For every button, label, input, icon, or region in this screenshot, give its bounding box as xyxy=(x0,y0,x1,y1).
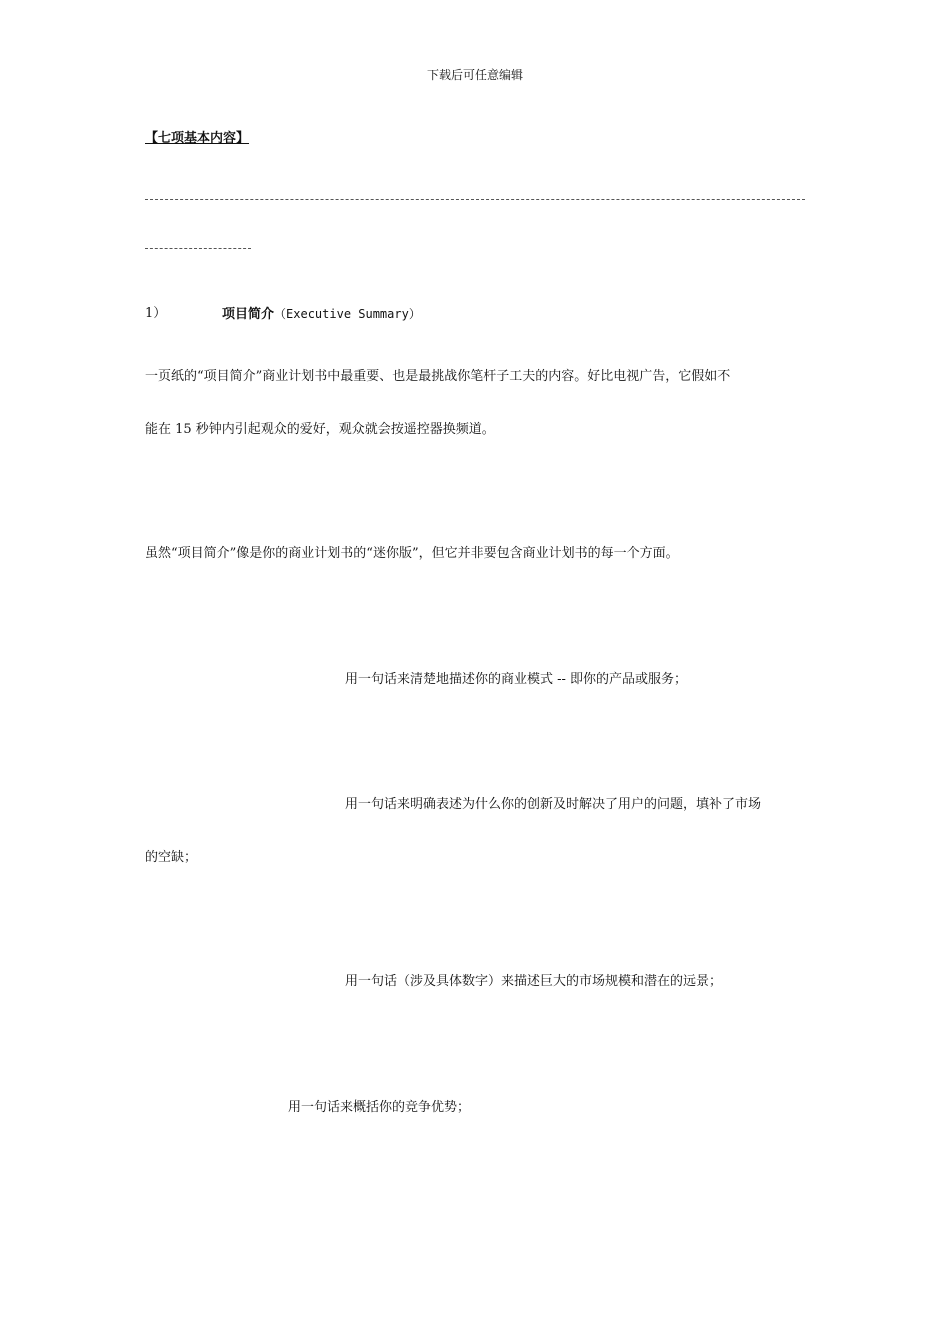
section-title xyxy=(222,305,421,324)
paragraph-intro-line-1: 一页纸的“项目简介”商业计划书中最重要、也是最挑战你笔杆子工夫的内容。好比电视广告，它假如不 xyxy=(145,369,731,384)
list-item-innovation-line-1: 用一句话来明确表述为什么你的创新及时解决了用户的问题，填补了市场 xyxy=(345,797,762,812)
section-number: 1） xyxy=(145,306,167,321)
page-header: 下载后可任意编辑 xyxy=(426,68,523,82)
list-item-business-model: 用一句话来清楚地描述你的商业模式 -- 即你的产品或服务； xyxy=(345,672,688,687)
section-title-cn: 项目简介 xyxy=(222,307,275,322)
list-item-market-size: 用一句话（涉及具体数字）来描述巨大的市场规模和潜在的远景； xyxy=(345,974,723,989)
section-title-en: （Executive Summary） xyxy=(274,307,421,321)
dashed-rule-continued xyxy=(145,248,251,249)
paragraph-mini-version: 虽然“项目简介”像是你的商业计划书的“迷你版”，但它并非要包含商业计划书的每一个方面。 xyxy=(145,546,679,561)
paragraph-intro-line-2: 能在 15 秒钟内引起观众的爱好，观众就会按遥控器换频道。 xyxy=(145,422,495,437)
section-heading: 【七项基本内容】 xyxy=(145,131,250,146)
dashed-rule xyxy=(145,199,805,200)
list-item-competitive-advantage: 用一句话来概括你的竞争优势； xyxy=(288,1100,471,1115)
list-item-innovation-line-2: 的空缺； xyxy=(145,850,198,865)
